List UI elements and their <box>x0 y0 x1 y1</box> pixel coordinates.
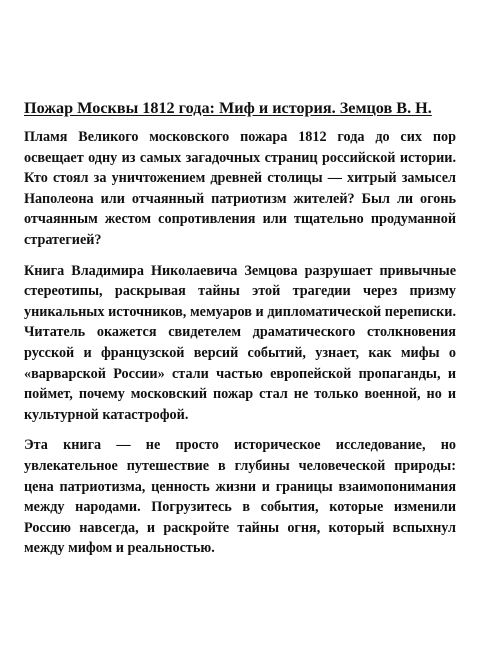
paragraph-conclusion: Эта книга — не просто историческое исследование, но увлекательное путешествие в глубины человеческой природы: цена патриотизма, ценность жизни и границы взаимопонимания между народами. Погрузитесь в события, которые изменили Россию навсегда, и раскройте тайны огня, который вспыхнул между мифом и реальностью. <box>24 437 456 557</box>
document-title: Пожар Москвы 1812 года: Миф и история. Земцов В. Н. <box>24 99 432 117</box>
document-page <box>24 98 456 569</box>
paragraph-book-description: Книга Владимира Николаевича Земцова разрушает привычные стереотипы, раскрывая тайны этой трагедии через призму уникальных источников, мемуаров и дипломатической переписки. Читатель окажется свидетелем драматического столкновения русской и французской версий событий, узнает, как мифы о «варварской России» стали частью европейской пропаганды, и поймет, почему московский пожар стал не только военной, но и культурной катастрофой. <box>24 262 456 423</box>
paragraph-intro: Пламя Великого московского пожара 1812 года до сих пор освещает одну из самых загадочных страниц российской истории. Кто стоял за уничтожением древней столицы — хитрый замысел Наполеона или отчаянный патриотизм жителей? Был ли огонь отчаянным жестом сопротивления или тщательно продуманной стратегией? <box>24 129 456 248</box>
